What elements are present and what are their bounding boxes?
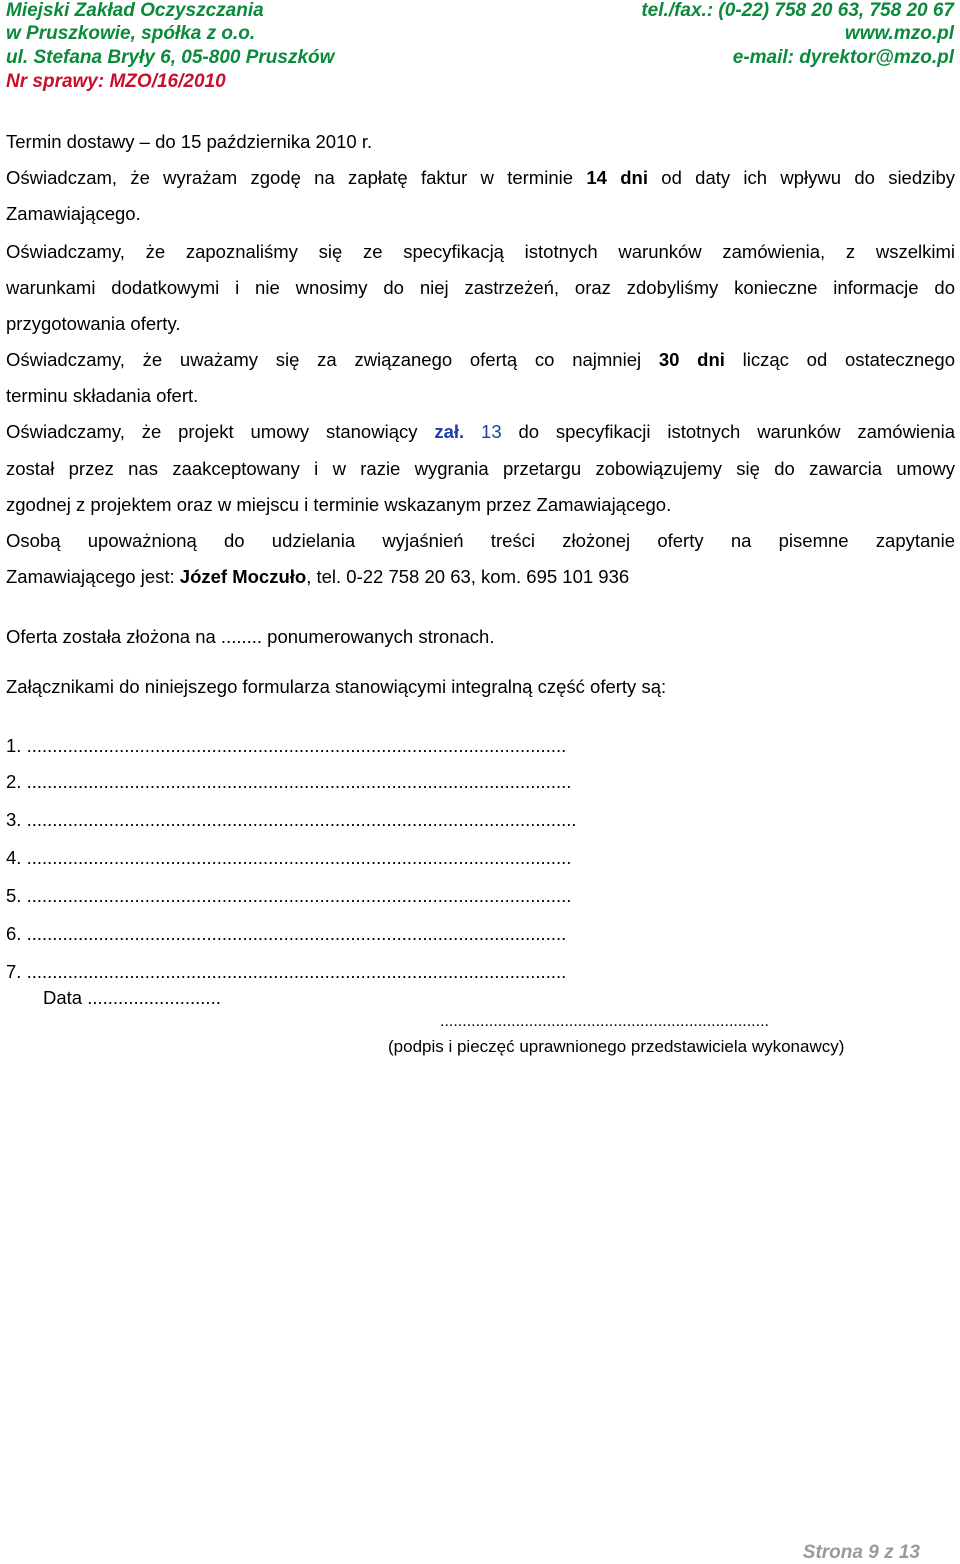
bound-statement-line1: Oświadczamy, że uważamy się za związanego ofertą co najmniej 30 dni licząc od ostatecznego [6,349,956,370]
delivery-term: Termin dostawy – do 15 października 2010 r. [6,131,373,152]
attachment-line: 1. ......................................................................................................... [6,735,567,756]
contract-statement-line1: Oświadczamy, że projekt umowy stanowiący zał. 13 do specyfikacji istotnych warunków zamówienia [6,421,956,442]
bound-days: 30 dni [658,349,725,370]
spec-statement-line2: warunkami dodatkowymi i nie wnosimy do niej zastrzeżeń, oraz zdobyliśmy konieczne informacje do [6,277,955,298]
case-number: Nr sprawy: MZO/16/2010 [6,71,226,92]
attachment-line: 6. ......................................................................................................... [6,923,567,944]
attachment-ref: zał. [434,421,465,442]
spec-statement-line3: przygotowania oferty. [6,313,181,334]
contact-person-line1: Osobą upoważnioną do udzielania wyjaśnień treści złożonej oferty na pisemne zapytanie [6,530,955,551]
attachment-line: 3. ........................................................................................................... [6,809,577,830]
company-website[interactable]: www.mzo.pl [844,23,954,44]
attachments-intro: Załącznikami do niniejszego formularza stanowiącymi integralną część oferty są: [6,676,667,697]
contact-person-name: Józef Moczuło [179,566,307,587]
bound-statement-line2: terminu składania ofert. [6,385,199,406]
pages-statement: Oferta została złożona na ........ ponumerowanych stronach. [6,626,495,647]
contract-statement-line3: zgodnej z projektem oraz w miejscu i terminie wskazanym przez Zamawiającego. [6,494,672,515]
attachment-number: 13 [481,421,502,442]
date-field: Data .......................... [43,987,221,1008]
payment-statement-line2: Zamawiającego. [6,203,141,224]
company-name: Miejski Zakład Oczyszczania [6,0,264,21]
attachment-line: 2. .......................................................................................................... [6,771,572,792]
page-number: Strona 9 z 13 [802,1542,920,1563]
signature-caption: (podpis i pieczęć uprawnionego przedstawiciela wykonawcy) [388,1037,845,1056]
attachment-line: 7. ......................................................................................................... [6,961,567,982]
contact-person-line2: Zamawiającego jest: Józef Moczuło, tel. 0-22 758 20 63, kom. 695 101 936 [6,566,630,587]
contract-statement-line2: został przez nas zaakceptowany i w razie wygrania przetargu zobowiązujemy się do zawarcia umowy [6,458,955,479]
attachment-line: 5. .......................................................................................................... [6,885,572,906]
company-address: ul. Stefana Bryły 6, 05-800 Pruszków [6,47,335,68]
company-city: w Pruszkowie, spółka z o.o. [6,23,256,44]
company-email[interactable]: e-mail: dyrektor@mzo.pl [732,47,954,68]
attachment-line: 4. .......................................................................................................... [6,847,572,868]
company-phone: tel./fax.: (0-22) 758 20 63, 758 20 67 [641,0,954,21]
spec-statement-line1: Oświadczamy, że zapoznaliśmy się ze specyfikacją istotnych warunków zamówienia, z wszelkimi [6,241,955,262]
payment-days: 14 dni [586,167,648,188]
payment-statement-line1: Oświadczam, że wyrażam zgodę na zapłatę faktur w terminie 14 dni od daty ich wpływu do siedziby [6,167,956,188]
signature-line: .......................................................................... [440,1013,769,1030]
